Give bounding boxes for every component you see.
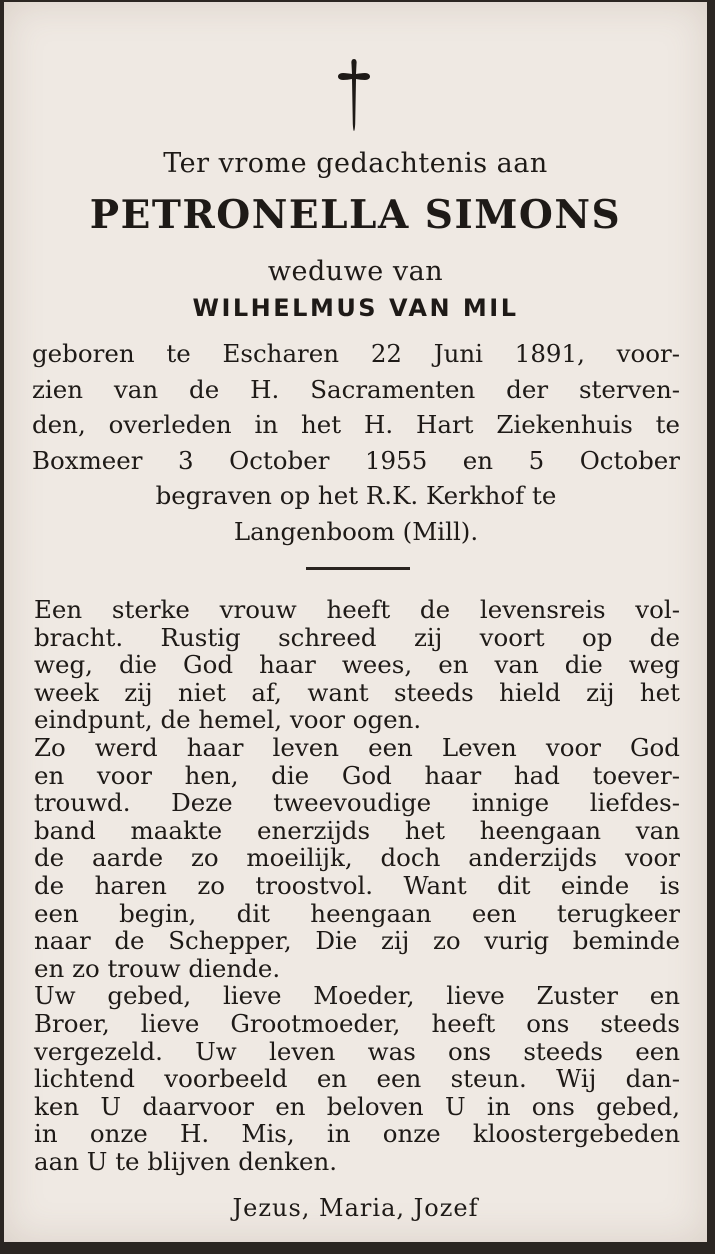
bio-line: zien van de H. Sacramenten der sterven- xyxy=(32,374,680,404)
body-line: band maakte enerzijds het heengaan van xyxy=(34,815,680,845)
body-line: de aarde zo moeilijk, doch anderzijds voor xyxy=(34,843,680,873)
body-line: vergezeld. Uw leven was ons steeds een xyxy=(34,1036,680,1066)
bio-line: begraven op het R.K. Kerkhof te xyxy=(155,481,557,510)
intro-text: Ter vrome gedachtenis aan xyxy=(163,148,548,179)
bio-line: Boxmeer 3 October 1955 en 5 October xyxy=(32,445,680,475)
body-line: en voor hen, die God haar had toever- xyxy=(34,760,680,790)
body-line: Zo werd haar leven een Leven voor God xyxy=(34,732,680,762)
memorial-text xyxy=(34,596,680,1175)
closing-prayer: Jezus, Maria, Jozef xyxy=(232,1194,479,1222)
body-line: bracht. Rustig schreed zij voort op de xyxy=(34,622,680,652)
body-line: in onze H. Mis, in onze kloostergebeden xyxy=(34,1119,680,1149)
bio-line: den, overleden in het H. Hart Ziekenhuis te xyxy=(32,410,680,439)
body-line: en zo trouw diende. xyxy=(34,953,281,983)
body-line: Een sterke vrouw heeft de levensreis vol- xyxy=(34,595,680,624)
bio-line: Langenboom (Mill). xyxy=(233,516,479,546)
husband-name: WILHELMUS VAN MIL xyxy=(192,294,519,322)
biography-paragraph xyxy=(32,336,680,549)
body-line: aan U te blijven denken. xyxy=(34,1146,338,1176)
bio-line: geboren te Escharen 22 Juni 1891, voor- xyxy=(32,339,680,368)
body-line: ken U daarvoor en beloven U in ons gebed, xyxy=(34,1091,680,1121)
body-line: naar de Schepper, Die zij zo vurig beminde xyxy=(34,926,680,956)
divider-rule xyxy=(306,567,410,570)
deceased-name: PETRONELLA SIMONS xyxy=(89,192,622,238)
body-line: de haren zo troostvol. Want dit einde is xyxy=(34,870,680,900)
memorial-card xyxy=(4,2,707,1242)
body-line: week zij niet af, want steeds hield zij het xyxy=(34,677,680,707)
body-line: Uw gebed, lieve Moeder, lieve Zuster en xyxy=(34,981,680,1011)
body-line: een begin, dit heengaan een terugkeer xyxy=(34,898,680,928)
body-line: weg, die God haar wees, en van die weg xyxy=(34,650,680,680)
body-line: trouwd. Deze tweevoudige innige liefdes- xyxy=(34,788,680,818)
body-line: lichtend voorbeeld en een steun. Wij dan- xyxy=(34,1064,680,1094)
widow-of-text: weduwe van xyxy=(267,256,444,287)
body-line: Broer, lieve Grootmoeder, heeft ons steeds xyxy=(34,1008,680,1038)
body-line: eindpunt, de hemel, voor ogen. xyxy=(34,705,422,735)
cross-icon xyxy=(334,58,374,132)
